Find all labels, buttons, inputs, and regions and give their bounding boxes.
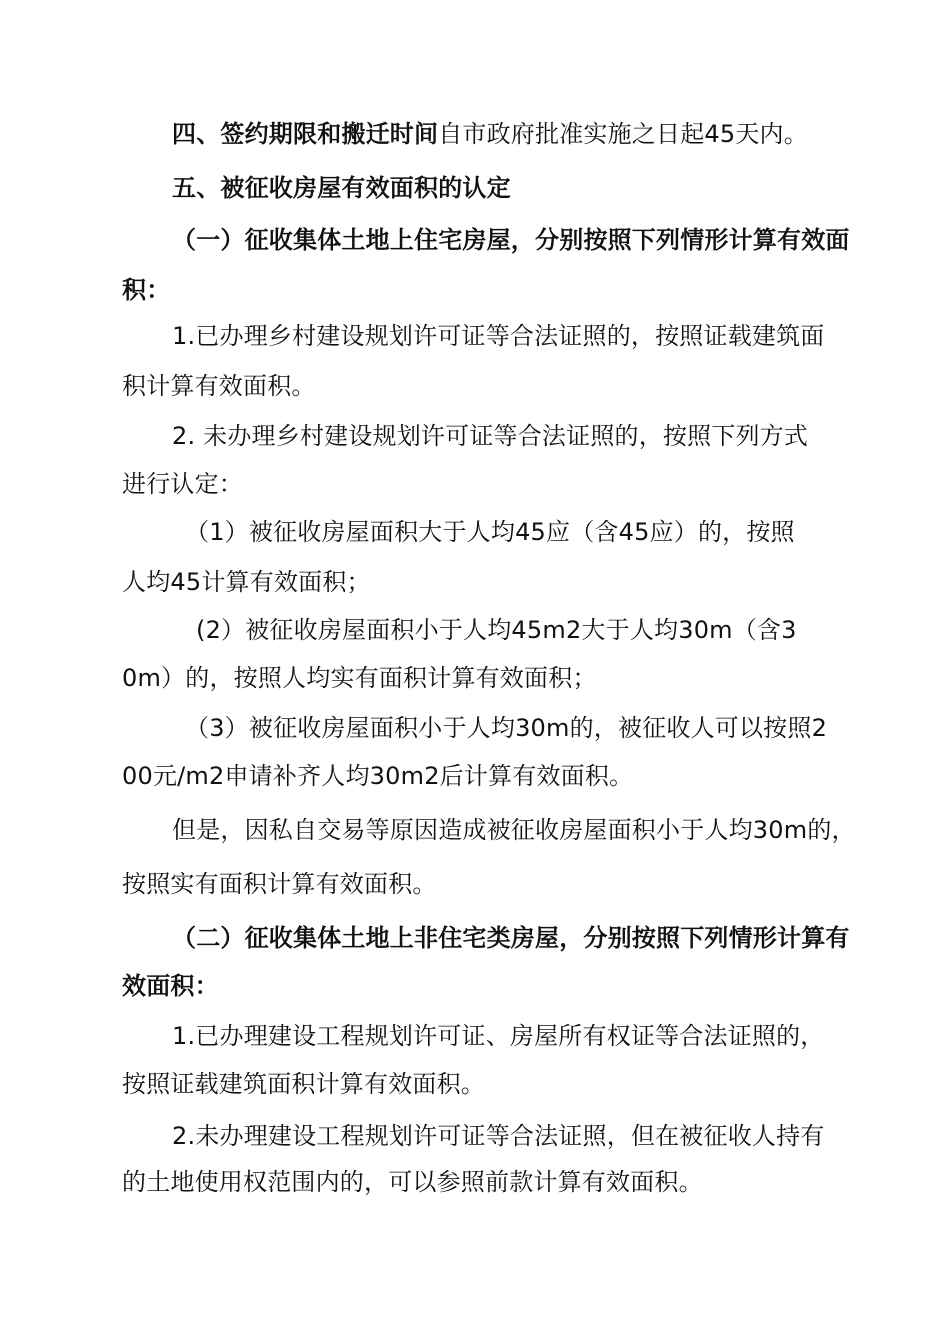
section4-text: 自市政府批准实施之日起45天内。 <box>438 120 808 148</box>
part1-item2-line1: 2. 未办理乡村建设规划许可证等合法证照的，按照下列方式 <box>172 422 809 450</box>
part1-sub1-line2: 人均45计算有效面积； <box>122 568 371 596</box>
part2-heading-line2: 效面积： <box>122 972 219 1000</box>
part2-item1-line1: 1.已办理建设工程规划许可证、房屋所有权证等合法证照的， <box>172 1022 825 1050</box>
part1-note-line1: 但是，因私自交易等原因造成被征收房屋面积小于人均30m的， <box>172 816 856 844</box>
part1-heading-line1: （一）征收集体土地上住宅房屋，分别按照下列情形计算有效面 <box>172 226 850 254</box>
part1-sub3-line1: （3）被征收房屋面积小于人均30m的，被征收人可以按照2 <box>185 714 828 742</box>
part2-heading-line1: （二）征收集体土地上非住宅类房屋，分别按照下列情形计算有 <box>172 924 850 952</box>
part1-sub1-line1: （1）被征收房屋面积大于人均45应（含45应）的，按照 <box>185 518 795 546</box>
part1-sub3-line2: 00元/m2申请补齐人均30m2后计算有效面积。 <box>122 762 634 790</box>
section4-line <box>172 118 808 150</box>
part2-item2-line2: 的土地使用权范围内的，可以参照前款计算有效面积。 <box>122 1168 703 1196</box>
part1-item1-line1: 1.已办理乡村建设规划许可证等合法证照的，按照证载建筑面 <box>172 322 825 350</box>
part1-item1-line2: 积计算有效面积。 <box>122 372 316 400</box>
part1-note-line2: 按照实有面积计算有效面积。 <box>122 870 437 898</box>
section5-heading: 五、被征收房屋有效面积的认定 <box>172 174 511 202</box>
part1-sub2-line1: (2）被征收房屋面积小于人均45m2大于人均30m（含3 <box>196 616 797 644</box>
part2-item2-line1: 2.未办理建设工程规划许可证等合法证照，但在被征收人持有 <box>172 1122 825 1150</box>
part2-item1-line2: 按照证载建筑面积计算有效面积。 <box>122 1070 485 1098</box>
section4-heading: 四、签约期限和搬迁时间 <box>172 120 439 148</box>
part1-sub2-line2: 0m）的，按照人均实有面积计算有效面积； <box>122 664 597 692</box>
part1-heading-line2: 积： <box>122 276 171 304</box>
part1-item2-line2: 进行认定： <box>122 470 243 498</box>
